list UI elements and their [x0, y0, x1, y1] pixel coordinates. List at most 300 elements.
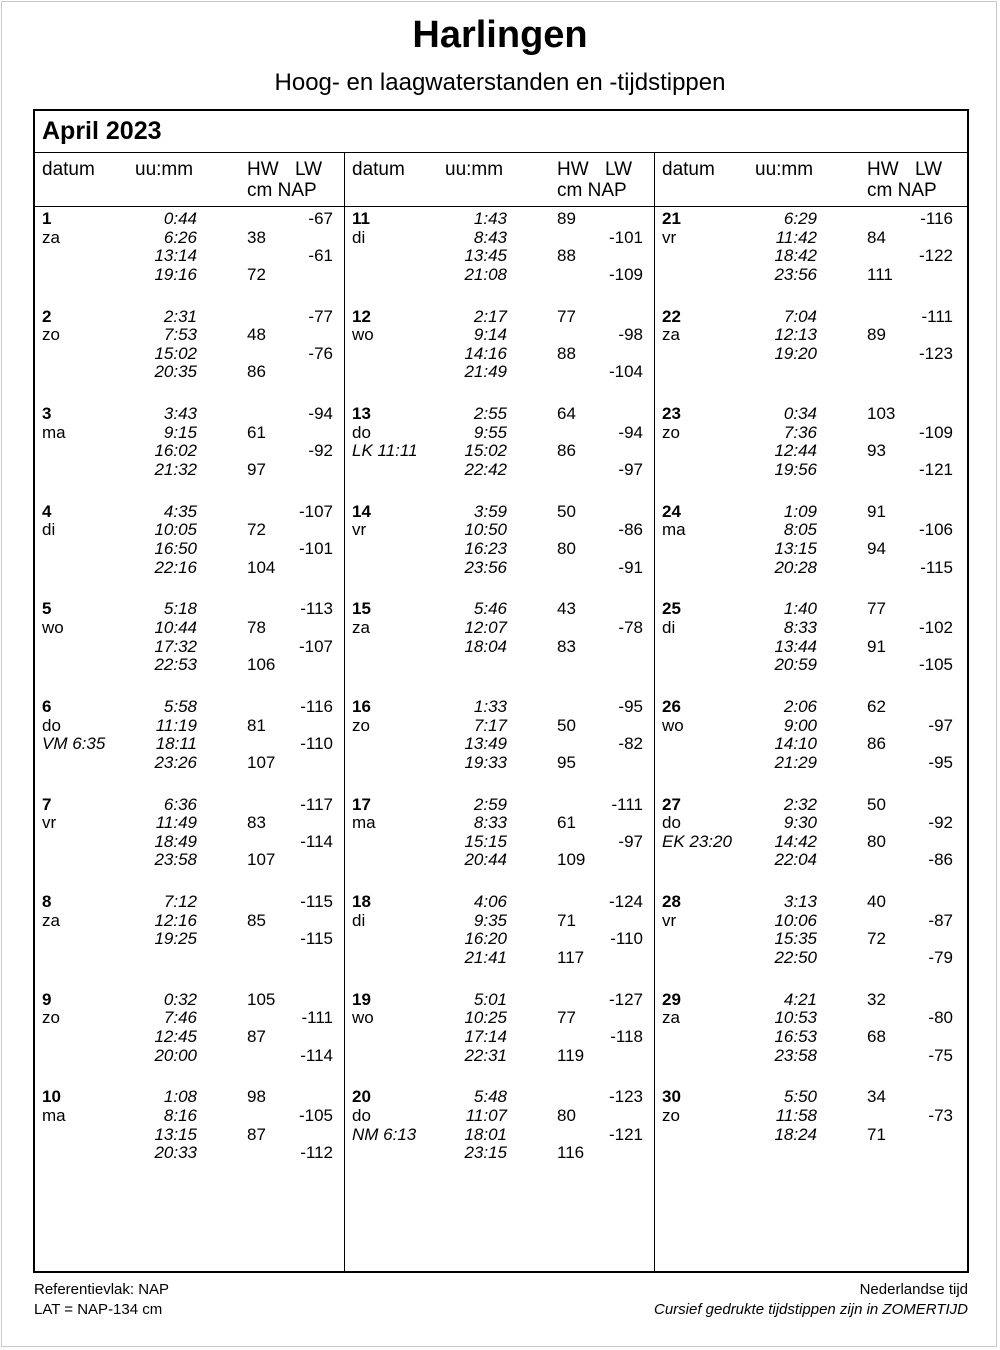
tide-row: [653, 229, 963, 248]
tide-row: [653, 1107, 963, 1126]
tide-row: [653, 893, 963, 912]
tide-time: 9:35: [473, 910, 507, 930]
low-water-level: -123: [918, 343, 953, 363]
low-water-level: -87: [928, 910, 953, 930]
tide-time: 20:59: [774, 655, 817, 675]
day-number: 15: [352, 599, 371, 619]
tide-row: [343, 991, 653, 1010]
tide-row: [653, 559, 963, 578]
tide-time: 22:42: [464, 459, 507, 479]
header-hw: HW: [867, 159, 899, 180]
tide-row: [343, 247, 653, 266]
tide-time: 19:25: [154, 929, 197, 949]
tide-row: [653, 424, 963, 443]
tide-row: [343, 1144, 653, 1163]
tide-row: [653, 266, 963, 285]
high-water-level: 71: [557, 910, 576, 930]
tide-time: 14:10: [774, 734, 817, 754]
tide-time: 12:45: [154, 1026, 197, 1046]
header-time: uu:mm: [135, 159, 194, 180]
footer-timezone: Nederlandse tijd: [859, 1281, 968, 1298]
high-water-level: 50: [867, 794, 886, 814]
tide-time: 13:14: [154, 246, 197, 266]
page-subtitle: Hoog- en laagwaterstanden en -tijdstippen: [274, 69, 726, 96]
day-name: zo: [352, 715, 370, 735]
tide-time: 14:16: [464, 343, 507, 363]
moon-phase: VM 6:35: [42, 734, 106, 754]
tide-column: [343, 153, 653, 1271]
tide-row: [653, 754, 963, 773]
low-water-level: -116: [300, 697, 333, 716]
high-water-level: 88: [557, 343, 576, 363]
day-name: do: [42, 715, 61, 735]
high-water-level: 40: [867, 892, 886, 912]
tide-time: 1:40: [783, 599, 817, 619]
day-name: vr: [42, 813, 57, 833]
day-number: 26: [662, 697, 681, 716]
tide-row: [33, 503, 343, 522]
tide-time: 23:56: [774, 264, 817, 284]
low-water-level: -110: [300, 734, 333, 754]
month-label: April 2023: [42, 117, 162, 145]
high-water-level: 80: [557, 1105, 576, 1125]
tide-row: [33, 229, 343, 248]
day-entry: [33, 210, 343, 308]
tide-time: 20:44: [464, 850, 507, 870]
day-number: 17: [352, 794, 371, 814]
tide-row: [33, 1126, 343, 1145]
low-water-level: -116: [920, 209, 953, 228]
high-water-level: 83: [247, 813, 266, 833]
header-time: uu:mm: [445, 159, 504, 180]
low-water-level: -111: [921, 306, 953, 326]
day-number: 16: [352, 697, 371, 716]
tide-row: [653, 851, 963, 870]
day-name: za: [42, 910, 60, 930]
day-number: 18: [352, 892, 371, 912]
high-water-level: 64: [557, 404, 576, 424]
day-name: za: [662, 325, 680, 345]
tide-row: [33, 912, 343, 931]
high-water-level: 81: [247, 715, 266, 735]
day-entry: [343, 503, 653, 601]
tide-row: [343, 1126, 653, 1145]
low-water-level: -122: [918, 246, 953, 266]
tide-row: [343, 405, 653, 424]
header-time: uu:mm: [755, 159, 814, 180]
high-water-level: 32: [867, 989, 886, 1009]
low-water-level: -78: [618, 617, 643, 637]
high-water-level: 117: [557, 947, 585, 967]
day-number: 12: [352, 306, 371, 326]
footer-note: Cursief gedrukte tijdstippen zijn in ZOMERTIJD: [653, 1301, 968, 1318]
low-water-level: -115: [300, 892, 333, 912]
tide-row: [653, 619, 963, 638]
tide-row: [343, 893, 653, 912]
tide-row: [33, 424, 343, 443]
high-water-level: 91: [867, 636, 886, 656]
tide-row: [33, 405, 343, 424]
tide-time: 10:50: [464, 520, 507, 540]
tide-time: 20:35: [154, 362, 197, 382]
high-water-level: 85: [247, 910, 266, 930]
day-entry: [33, 893, 343, 991]
tide-time: 0:34: [783, 404, 817, 424]
tide-time: 10:06: [774, 910, 817, 930]
tide-time: 12:44: [774, 441, 817, 461]
tide-time: 6:36: [163, 794, 197, 814]
day-entry: [33, 698, 343, 796]
day-name: di: [42, 520, 56, 540]
moon-phase: NM 6:13: [352, 1124, 417, 1144]
tide-row: [653, 1126, 963, 1145]
tide-time: 9:15: [163, 422, 197, 442]
header-unit: cm NAP: [557, 180, 627, 201]
tide-row: [653, 405, 963, 424]
day-name: wo: [352, 325, 374, 345]
tide-row: [343, 619, 653, 638]
low-water-level: -118: [610, 1026, 643, 1046]
tide-row: [33, 754, 343, 773]
day-number: 5: [42, 599, 52, 619]
low-water-level: -117: [300, 794, 333, 814]
low-water-level: -97: [618, 831, 643, 851]
low-water-level: -86: [928, 850, 953, 870]
low-water-level: -95: [928, 752, 953, 772]
low-water-level: -67: [308, 209, 333, 228]
tide-time: 12:13: [774, 325, 817, 345]
low-water-level: -109: [608, 264, 643, 284]
tide-row: [343, 796, 653, 815]
day-entry: [343, 893, 653, 991]
tide-time: 21:29: [774, 752, 817, 772]
tide-time: 21:41: [464, 947, 507, 967]
tide-row: [33, 461, 343, 480]
day-entry: [343, 600, 653, 698]
tide-time: 19:56: [774, 459, 817, 479]
tide-time: 16:53: [774, 1026, 817, 1046]
day-name: di: [352, 227, 366, 247]
header-lw: LW: [915, 159, 943, 180]
tide-row: [343, 600, 653, 619]
low-water-level: -121: [918, 459, 953, 479]
tide-time: 23:56: [464, 557, 507, 577]
high-water-level: 83: [557, 636, 576, 656]
tide-time: 7:36: [783, 422, 817, 442]
tide-row: [653, 1028, 963, 1047]
day-number: 19: [352, 989, 371, 1009]
tide-row: [33, 796, 343, 815]
day-number: 28: [662, 892, 681, 912]
header-hw: HW: [247, 159, 279, 180]
high-water-level: 94: [867, 538, 886, 558]
day-name: za: [662, 1008, 680, 1028]
day-number: 7: [42, 794, 52, 814]
tide-row: [653, 735, 963, 754]
low-water-level: -91: [618, 557, 643, 577]
day-entry: [653, 308, 963, 406]
low-water-level: -97: [618, 459, 643, 479]
day-number: 20: [352, 1087, 371, 1107]
day-name: wo: [42, 617, 64, 637]
day-number: 11: [352, 209, 370, 228]
tide-row: [653, 912, 963, 931]
tide-row: [343, 210, 653, 229]
high-water-level: 86: [557, 441, 576, 461]
tide-time: 2:55: [473, 404, 507, 424]
tide-row: [33, 266, 343, 285]
tide-time: 0:44: [163, 209, 197, 228]
tide-row: [653, 503, 963, 522]
low-water-level: -76: [308, 343, 333, 363]
tide-row: [343, 1107, 653, 1126]
tide-time: 11:49: [155, 813, 197, 833]
header-lw: LW: [605, 159, 633, 180]
low-water-level: -79: [928, 947, 953, 967]
tide-time: 22:04: [774, 850, 817, 870]
day-number: 25: [662, 599, 681, 619]
tide-row: [653, 461, 963, 480]
tide-row: [653, 247, 963, 266]
tide-row: [343, 912, 653, 931]
high-water-level: 71: [867, 1124, 886, 1144]
tide-time: 1:43: [473, 209, 507, 228]
high-water-level: 68: [867, 1026, 886, 1046]
day-number: 24: [662, 501, 681, 521]
tide-row: [33, 363, 343, 382]
high-water-level: 107: [247, 850, 276, 870]
tide-time: 6:26: [163, 227, 197, 247]
tide-time: 7:46: [163, 1008, 197, 1028]
low-water-level: -92: [308, 441, 333, 461]
tide-time: 2:06: [783, 697, 817, 716]
high-water-level: 93: [867, 441, 886, 461]
tide-time: 23:15: [464, 1143, 507, 1163]
high-water-level: 77: [867, 599, 886, 619]
tide-row: [33, 540, 343, 559]
header-unit: cm NAP: [247, 180, 317, 201]
low-water-level: -113: [300, 599, 333, 619]
day-number: 30: [662, 1087, 681, 1107]
tide-row: [653, 540, 963, 559]
high-water-level: 62: [867, 697, 886, 716]
tide-time: 19:33: [464, 752, 507, 772]
day-number: 9: [42, 989, 52, 1009]
day-number: 10: [42, 1087, 61, 1107]
tide-time: 7:53: [163, 325, 197, 345]
day-number: 8: [42, 892, 52, 912]
day-entry: [343, 1088, 653, 1186]
low-water-level: -105: [918, 655, 953, 675]
tide-time: 20:00: [154, 1045, 197, 1065]
tide-time: 21:08: [464, 264, 507, 284]
tide-time: 9:00: [783, 715, 817, 735]
tide-row: [343, 559, 653, 578]
day-name: wo: [352, 1008, 374, 1028]
low-water-level: -111: [611, 794, 643, 814]
high-water-level: 86: [867, 734, 886, 754]
day-entry: [343, 796, 653, 894]
high-water-level: 61: [247, 422, 266, 442]
tide-time: 18:01: [464, 1124, 507, 1144]
high-water-level: 109: [557, 850, 586, 870]
day-name: do: [352, 1105, 371, 1125]
tide-row: [343, 851, 653, 870]
tide-row: [33, 345, 343, 364]
high-water-level: 116: [557, 1143, 585, 1163]
tide-time: 13:15: [154, 1124, 197, 1144]
tide-time: 16:50: [154, 538, 197, 558]
tide-row: [653, 345, 963, 364]
tide-time: 5:58: [163, 697, 197, 716]
tide-time: 5:48: [473, 1087, 507, 1107]
day-name: zo: [662, 1105, 680, 1125]
tide-time: 3:59: [473, 501, 507, 521]
tide-time: 8:16: [163, 1105, 197, 1125]
tide-time: 7:12: [163, 892, 197, 912]
low-water-level: -82: [618, 734, 643, 754]
tide-row: [33, 210, 343, 229]
tide-row: [343, 326, 653, 345]
low-water-level: -107: [298, 501, 333, 521]
low-water-level: -97: [928, 715, 953, 735]
tide-time: 5:01: [473, 989, 507, 1009]
moon-phase: EK 23:20: [662, 831, 732, 851]
tide-time: 5:46: [473, 599, 507, 619]
tide-time: 23:58: [154, 850, 197, 870]
low-water-level: -112: [300, 1143, 333, 1163]
high-water-level: 38: [247, 227, 266, 247]
tide-row: [33, 247, 343, 266]
low-water-level: -114: [300, 831, 333, 851]
tide-time: 22:31: [464, 1045, 507, 1065]
day-entry: [653, 698, 963, 796]
tide-time: 16:20: [464, 929, 507, 949]
day-number: 14: [352, 501, 371, 521]
tide-row: [653, 326, 963, 345]
tide-time: 10:44: [154, 617, 197, 637]
day-entry: [343, 308, 653, 406]
day-name: di: [662, 617, 676, 637]
day-entry: [653, 1088, 963, 1186]
day-name: vr: [662, 227, 677, 247]
tide-row: [343, 698, 653, 717]
day-number: 22: [662, 306, 681, 326]
tide-time: 11:07: [465, 1105, 507, 1125]
day-name: za: [42, 227, 60, 247]
header-hw: HW: [557, 159, 589, 180]
high-water-level: 89: [557, 209, 576, 228]
tide-row: [653, 638, 963, 657]
low-water-level: -98: [618, 325, 643, 345]
low-water-level: -102: [918, 617, 953, 637]
tide-time: 23:26: [154, 752, 197, 772]
tide-row: [343, 503, 653, 522]
tide-row: [343, 833, 653, 852]
day-entry: [653, 600, 963, 698]
day-name: wo: [662, 715, 684, 735]
low-water-level: -123: [608, 1087, 643, 1107]
tide-row: [33, 442, 343, 461]
day-entry: [343, 991, 653, 1089]
day-entry: [343, 698, 653, 796]
tide-row: [33, 559, 343, 578]
day-entry: [653, 405, 963, 503]
tide-row: [653, 717, 963, 736]
high-water-level: 105: [247, 989, 276, 1009]
low-water-level: -110: [610, 929, 643, 949]
tide-row: [343, 930, 653, 949]
low-water-level: -105: [298, 1105, 333, 1125]
tide-row: [343, 540, 653, 559]
high-water-level: 97: [247, 459, 266, 479]
tide-row: [343, 521, 653, 540]
tide-time: 18:49: [154, 831, 197, 851]
tide-time: 15:02: [154, 343, 197, 363]
tide-row: [33, 991, 343, 1010]
low-water-level: -95: [618, 697, 643, 716]
high-water-level: 88: [557, 246, 576, 266]
tide-row: [33, 656, 343, 675]
tide-row: [343, 1028, 653, 1047]
tide-row: [343, 638, 653, 657]
tide-row: [33, 893, 343, 912]
tide-time: 21:32: [154, 459, 197, 479]
day-name: vr: [352, 520, 367, 540]
low-water-level: -121: [608, 1124, 643, 1144]
tide-row: [343, 363, 653, 382]
tide-row: [653, 814, 963, 833]
tide-time: 20:28: [774, 557, 817, 577]
low-water-level: -75: [928, 1045, 953, 1065]
tide-row: [653, 796, 963, 815]
low-water-level: -114: [300, 1045, 333, 1065]
low-water-level: -73: [928, 1105, 953, 1125]
high-water-level: 87: [247, 1026, 266, 1046]
tide-row: [33, 717, 343, 736]
tide-row: [33, 619, 343, 638]
tide-time: 7:17: [473, 715, 507, 735]
header-datum: datum: [662, 159, 715, 180]
tide-time: 10:05: [154, 520, 197, 540]
footer-reference: Referentievlak: NAP: [34, 1281, 170, 1298]
tide-row: [653, 210, 963, 229]
day-name: zo: [42, 325, 60, 345]
tide-row: [33, 1028, 343, 1047]
header-lw: LW: [295, 159, 323, 180]
low-water-level: -104: [608, 362, 643, 382]
day-name: zo: [42, 1008, 60, 1028]
high-water-level: 91: [867, 501, 886, 521]
day-number: 3: [42, 404, 52, 424]
tide-time: 19:20: [774, 343, 817, 363]
tide-row: [343, 1047, 653, 1066]
low-water-level: -115: [300, 929, 333, 949]
tide-time: 13:15: [774, 538, 817, 558]
low-water-level: -94: [308, 404, 333, 424]
tide-time: 10:25: [464, 1008, 507, 1028]
high-water-level: 34: [867, 1087, 886, 1107]
day-entry: [343, 405, 653, 503]
header-datum: datum: [352, 159, 405, 180]
tide-time: 18:42: [774, 246, 817, 266]
tide-time: 8:33: [473, 813, 507, 833]
day-entry: [33, 600, 343, 698]
day-entry: [653, 210, 963, 308]
tide-time: 2:32: [783, 794, 817, 814]
tide-row: [33, 308, 343, 327]
tide-time: 1:08: [163, 1087, 197, 1107]
